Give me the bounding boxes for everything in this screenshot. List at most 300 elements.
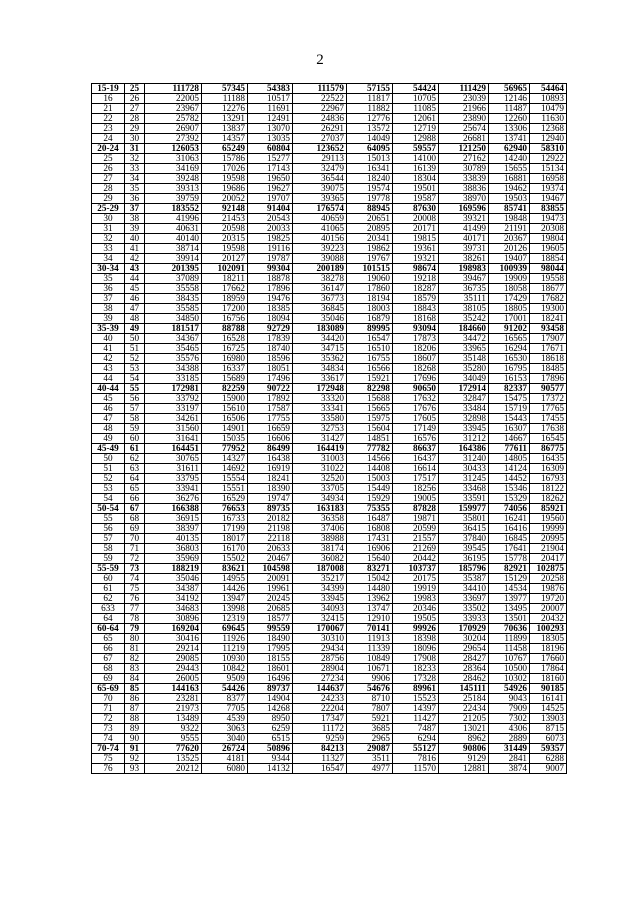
value-cell: 14805: [489, 454, 530, 464]
table-row: [92, 514, 567, 524]
value-cell: 19999: [530, 524, 567, 534]
value-cell: 102875: [530, 564, 567, 574]
value-cell: 34192: [145, 594, 202, 604]
value-cell: 7816: [393, 754, 439, 764]
value-cell: 18304: [393, 174, 439, 184]
value-cell: 18096: [393, 644, 439, 654]
value-cell: 87828: [393, 504, 439, 514]
value-cell: 30204: [439, 634, 489, 644]
age-cell: 54: [92, 494, 125, 504]
value-cell: 20245: [248, 594, 293, 604]
value-cell: 201395: [145, 264, 202, 274]
row-number-cell: 26: [125, 94, 145, 104]
value-cell: 18017: [202, 534, 248, 544]
value-cell: 31641: [145, 434, 202, 444]
value-cell: 6294: [393, 734, 439, 744]
value-cell: 76653: [202, 504, 248, 514]
value-cell: 21269: [393, 544, 439, 554]
row-number-cell: 47: [125, 304, 145, 314]
value-cell: 17638: [530, 424, 567, 434]
value-cell: 20315: [202, 234, 248, 244]
value-cell: 8377: [202, 694, 248, 704]
age-cell: 70-74: [92, 744, 125, 754]
value-cell: 27392: [145, 134, 202, 144]
age-cell: 73: [92, 724, 125, 734]
age-cell: 31: [92, 224, 125, 234]
value-cell: 21191: [489, 224, 530, 234]
value-cell: 77620: [145, 744, 202, 754]
value-cell: 35465: [145, 344, 202, 354]
row-number-cell: 41: [125, 244, 145, 254]
value-cell: 25674: [439, 124, 489, 134]
value-cell: 18196: [530, 644, 567, 654]
value-cell: 36773: [293, 294, 347, 304]
value-cell: 16906: [347, 544, 393, 554]
value-cell: 20126: [489, 244, 530, 254]
age-cell: 62: [92, 594, 125, 604]
value-cell: 14100: [393, 154, 439, 164]
value-cell: 38836: [439, 184, 489, 194]
value-cell: 8715: [530, 724, 567, 734]
table-subtotal-row: [92, 504, 567, 514]
value-cell: 18003: [347, 304, 393, 314]
age-cell: 28: [92, 184, 125, 194]
value-cell: 38435: [145, 294, 202, 304]
value-cell: 29443: [145, 664, 202, 674]
value-cell: 11172: [293, 724, 347, 734]
value-cell: 14534: [489, 584, 530, 594]
value-cell: 18240: [347, 174, 393, 184]
age-cell: 50: [92, 454, 125, 464]
value-cell: 54926: [489, 684, 530, 694]
row-number-cell: 61: [125, 444, 145, 454]
row-number-cell: 60: [125, 434, 145, 444]
row-number-cell: 72: [125, 554, 145, 564]
age-cell: 40: [92, 334, 125, 344]
value-cell: 15129: [489, 574, 530, 584]
value-cell: 18805: [489, 304, 530, 314]
value-cell: 20895: [347, 224, 393, 234]
row-number-cell: 67: [125, 504, 145, 514]
value-cell: 33941: [145, 484, 202, 494]
value-cell: 15551: [202, 484, 248, 494]
value-cell: 17001: [489, 314, 530, 324]
value-cell: 16845: [489, 534, 530, 544]
value-cell: 31212: [439, 434, 489, 444]
value-cell: 183089: [293, 324, 347, 334]
row-number-cell: 52: [125, 354, 145, 364]
row-number-cell: 34: [125, 174, 145, 184]
value-cell: 38970: [439, 194, 489, 204]
value-cell: 16153: [489, 374, 530, 384]
age-cell: 67: [92, 654, 125, 664]
value-cell: 35558: [145, 284, 202, 294]
value-cell: 14268: [248, 704, 293, 714]
table-body: [92, 84, 567, 774]
value-cell: 17026: [202, 164, 248, 174]
value-cell: 21198: [248, 524, 293, 534]
row-number-cell: 58: [125, 414, 145, 424]
value-cell: 17896: [530, 374, 567, 384]
value-cell: 21973: [145, 704, 202, 714]
value-cell: 12988: [393, 134, 439, 144]
table-row: [92, 584, 567, 594]
value-cell: 30416: [145, 634, 202, 644]
value-cell: 34367: [145, 334, 202, 344]
value-cell: 90650: [393, 384, 439, 394]
value-cell: 36358: [293, 514, 347, 524]
value-cell: 16309: [530, 464, 567, 474]
value-cell: 58310: [530, 144, 567, 154]
row-number-cell: 78: [125, 614, 145, 624]
value-cell: 15003: [347, 474, 393, 484]
table-row: [92, 574, 567, 584]
value-cell: 15640: [347, 554, 393, 564]
value-cell: 14357: [202, 134, 248, 144]
value-cell: 6080: [202, 764, 248, 774]
table-row: [92, 94, 567, 104]
value-cell: 20651: [347, 214, 393, 224]
table-row: [92, 474, 567, 484]
age-cell: 46: [92, 404, 125, 414]
value-cell: 16547: [293, 764, 347, 774]
value-cell: 20052: [202, 194, 248, 204]
age-cell: 35-39: [92, 324, 125, 334]
value-cell: 28364: [439, 664, 489, 674]
value-cell: 22118: [248, 534, 293, 544]
value-cell: 75355: [347, 504, 393, 514]
row-number-cell: 76: [125, 594, 145, 604]
value-cell: 54383: [248, 84, 293, 94]
value-cell: 13035: [248, 134, 293, 144]
table-subtotal-row: [92, 684, 567, 694]
value-cell: 15042: [347, 574, 393, 584]
row-number-cell: 59: [125, 424, 145, 434]
value-cell: 16141: [530, 694, 567, 704]
value-cell: 16755: [347, 354, 393, 364]
value-cell: 22204: [293, 704, 347, 714]
value-cell: 20212: [145, 764, 202, 774]
value-cell: 34420: [293, 334, 347, 344]
value-cell: 18256: [393, 484, 439, 494]
value-cell: 35046: [293, 314, 347, 324]
row-number-cell: 57: [125, 404, 145, 414]
value-cell: 20171: [393, 224, 439, 234]
value-cell: 18233: [393, 664, 439, 674]
value-cell: 31611: [145, 464, 202, 474]
row-number-cell: 50: [125, 334, 145, 344]
value-cell: 34410: [439, 584, 489, 594]
value-cell: 82298: [347, 384, 393, 394]
value-cell: 12491: [248, 114, 293, 124]
value-cell: 16529: [202, 494, 248, 504]
value-cell: 17671: [530, 344, 567, 354]
value-cell: 170067: [293, 624, 347, 634]
value-cell: 39365: [293, 194, 347, 204]
value-cell: 13998: [202, 604, 248, 614]
value-cell: 21453: [202, 214, 248, 224]
value-cell: 34169: [145, 164, 202, 174]
value-cell: 28756: [293, 654, 347, 664]
value-cell: 39321: [439, 214, 489, 224]
value-cell: 36915: [145, 514, 202, 524]
value-cell: 18390: [248, 484, 293, 494]
value-cell: 33697: [439, 594, 489, 604]
value-cell: 34388: [145, 364, 202, 374]
value-cell: 19587: [393, 194, 439, 204]
value-cell: 39313: [145, 184, 202, 194]
table-row: [92, 414, 567, 424]
value-cell: 23967: [145, 104, 202, 114]
value-cell: 198983: [439, 264, 489, 274]
table-row: [92, 454, 567, 464]
table-row: [92, 634, 567, 644]
table-row: [92, 124, 567, 134]
value-cell: 99304: [248, 264, 293, 274]
value-cell: 18155: [248, 654, 293, 664]
value-cell: 20633: [248, 544, 293, 554]
value-cell: 13947: [202, 594, 248, 604]
row-number-cell: 46: [125, 294, 145, 304]
table-row: [92, 464, 567, 474]
value-cell: 17200: [202, 304, 248, 314]
value-cell: 38105: [439, 304, 489, 314]
value-cell: 82337: [489, 384, 530, 394]
value-cell: 33839: [439, 174, 489, 184]
value-cell: 33197: [145, 404, 202, 414]
value-cell: 38174: [293, 544, 347, 554]
value-cell: 10705: [393, 94, 439, 104]
value-cell: 10671: [347, 664, 393, 674]
value-cell: 16294: [489, 344, 530, 354]
table-row: [92, 304, 567, 314]
value-cell: 39759: [145, 194, 202, 204]
value-cell: 50896: [248, 744, 293, 754]
value-cell: 15610: [202, 404, 248, 414]
value-cell: 22005: [145, 94, 202, 104]
age-cell: 633: [92, 604, 125, 614]
value-cell: 12776: [347, 114, 393, 124]
value-cell: 82259: [202, 384, 248, 394]
value-cell: 2841: [489, 754, 530, 764]
value-cell: 9509: [202, 674, 248, 684]
value-cell: 6288: [530, 754, 567, 764]
value-cell: 54426: [202, 684, 248, 694]
value-cell: 87630: [393, 204, 439, 214]
value-cell: 13489: [145, 714, 202, 724]
value-cell: 17660: [530, 654, 567, 664]
row-number-cell: 30: [125, 134, 145, 144]
value-cell: 14327: [202, 454, 248, 464]
value-cell: 16307: [489, 424, 530, 434]
row-number-cell: 39: [125, 224, 145, 234]
row-number-cell: 32: [125, 154, 145, 164]
value-cell: 93458: [530, 324, 567, 334]
value-cell: 16341: [347, 164, 393, 174]
value-cell: 14397: [393, 704, 439, 714]
value-cell: 33795: [145, 474, 202, 484]
value-cell: 13741: [489, 134, 530, 144]
value-cell: 35046: [145, 574, 202, 584]
value-cell: 11570: [393, 764, 439, 774]
row-number-cell: 64: [125, 474, 145, 484]
value-cell: 16808: [347, 524, 393, 534]
value-cell: 103737: [393, 564, 439, 574]
value-cell: 16530: [489, 354, 530, 364]
value-cell: 18854: [530, 254, 567, 264]
value-cell: 11691: [248, 104, 293, 114]
value-cell: 38278: [293, 274, 347, 284]
value-cell: 83621: [202, 564, 248, 574]
value-cell: 200189: [293, 264, 347, 274]
value-cell: 17682: [530, 294, 567, 304]
value-cell: 19825: [248, 234, 293, 244]
value-cell: 19876: [530, 584, 567, 594]
age-cell: 59: [92, 554, 125, 564]
value-cell: 104598: [248, 564, 293, 574]
value-cell: 33341: [293, 404, 347, 414]
value-cell: 18287: [393, 284, 439, 294]
value-cell: 74056: [489, 504, 530, 514]
value-cell: 19686: [202, 184, 248, 194]
value-cell: 19627: [248, 184, 293, 194]
row-number-cell: 62: [125, 454, 145, 464]
value-cell: 170929: [439, 624, 489, 634]
value-cell: 18485: [530, 364, 567, 374]
value-cell: 31003: [293, 454, 347, 464]
value-cell: 15443: [489, 414, 530, 424]
value-cell: 19815: [393, 234, 439, 244]
row-number-cell: 91: [125, 744, 145, 754]
value-cell: 3040: [202, 734, 248, 744]
age-cell: 55: [92, 514, 125, 524]
value-cell: 86775: [530, 444, 567, 454]
age-cell: 23: [92, 124, 125, 134]
age-cell: 48: [92, 424, 125, 434]
value-cell: 17873: [393, 334, 439, 344]
value-cell: 41065: [293, 224, 347, 234]
value-cell: 16980: [202, 354, 248, 364]
value-cell: 14851: [347, 434, 393, 444]
value-cell: 19862: [347, 244, 393, 254]
value-cell: 19804: [530, 234, 567, 244]
value-cell: 16659: [248, 424, 293, 434]
value-cell: 17860: [347, 284, 393, 294]
value-cell: 16576: [393, 434, 439, 444]
value-cell: 2889: [489, 734, 530, 744]
value-cell: 34399: [293, 584, 347, 594]
table-row: [92, 664, 567, 674]
value-cell: 82921: [489, 564, 530, 574]
value-cell: 85921: [530, 504, 567, 514]
value-cell: 12319: [202, 614, 248, 624]
value-cell: 16528: [202, 334, 248, 344]
value-cell: 11339: [347, 644, 393, 654]
value-cell: 10767: [489, 654, 530, 664]
table-row: [92, 104, 567, 114]
value-cell: 14124: [489, 464, 530, 474]
value-cell: 16496: [248, 674, 293, 684]
age-cell: 22: [92, 114, 125, 124]
value-cell: 19909: [489, 274, 530, 284]
age-cell: 51: [92, 464, 125, 474]
value-cell: 15665: [347, 404, 393, 414]
value-cell: 188219: [145, 564, 202, 574]
table-row: [92, 654, 567, 664]
value-cell: 36803: [145, 544, 202, 554]
value-cell: 15013: [347, 154, 393, 164]
value-cell: 18058: [489, 284, 530, 294]
value-cell: 6515: [248, 734, 293, 744]
age-cell: 56: [92, 524, 125, 534]
value-cell: 28462: [439, 674, 489, 684]
value-cell: 18160: [530, 674, 567, 684]
value-cell: 24233: [293, 694, 347, 704]
value-cell: 17149: [393, 424, 439, 434]
value-cell: 184660: [439, 324, 489, 334]
value-cell: 16756: [202, 314, 248, 324]
value-cell: 37840: [439, 534, 489, 544]
value-cell: 36544: [293, 174, 347, 184]
value-cell: 19321: [393, 254, 439, 264]
value-cell: 166388: [145, 504, 202, 514]
value-cell: 17455: [530, 414, 567, 424]
value-cell: 38261: [439, 254, 489, 264]
value-cell: 6259: [248, 724, 293, 734]
table-row: [92, 374, 567, 384]
table-row: [92, 644, 567, 654]
value-cell: 17372: [530, 394, 567, 404]
value-cell: 16958: [530, 174, 567, 184]
value-cell: 17199: [202, 524, 248, 534]
value-cell: 20685: [248, 604, 293, 614]
value-cell: 64095: [347, 144, 393, 154]
value-cell: 60804: [248, 144, 293, 154]
value-cell: 56965: [489, 84, 530, 94]
value-cell: 20033: [248, 224, 293, 234]
value-cell: 15900: [202, 394, 248, 404]
value-cell: 11487: [489, 104, 530, 114]
value-cell: 4306: [489, 724, 530, 734]
value-cell: 15719: [489, 404, 530, 414]
table-row: [92, 614, 567, 624]
value-cell: 85741: [489, 204, 530, 214]
value-cell: 18262: [530, 494, 567, 504]
row-number-cell: 88: [125, 714, 145, 724]
value-cell: 32847: [439, 394, 489, 404]
value-cell: 77782: [347, 444, 393, 454]
value-cell: 18241: [248, 474, 293, 484]
table-row: [92, 394, 567, 404]
value-cell: 16795: [489, 364, 530, 374]
table-row: [92, 154, 567, 164]
value-cell: 19505: [393, 614, 439, 624]
value-cell: 34387: [145, 584, 202, 594]
value-cell: 15975: [347, 414, 393, 424]
value-cell: 7705: [202, 704, 248, 714]
row-number-cell: 38: [125, 214, 145, 224]
value-cell: 14955: [202, 574, 248, 584]
age-cell: 42: [92, 354, 125, 364]
value-cell: 20432: [530, 614, 567, 624]
value-cell: 19650: [248, 174, 293, 184]
value-cell: 18607: [393, 354, 439, 364]
table-subtotal-row: [92, 204, 567, 214]
value-cell: 35387: [439, 574, 489, 584]
value-cell: 86637: [393, 444, 439, 454]
value-cell: 16545: [530, 434, 567, 444]
value-cell: 27162: [439, 154, 489, 164]
